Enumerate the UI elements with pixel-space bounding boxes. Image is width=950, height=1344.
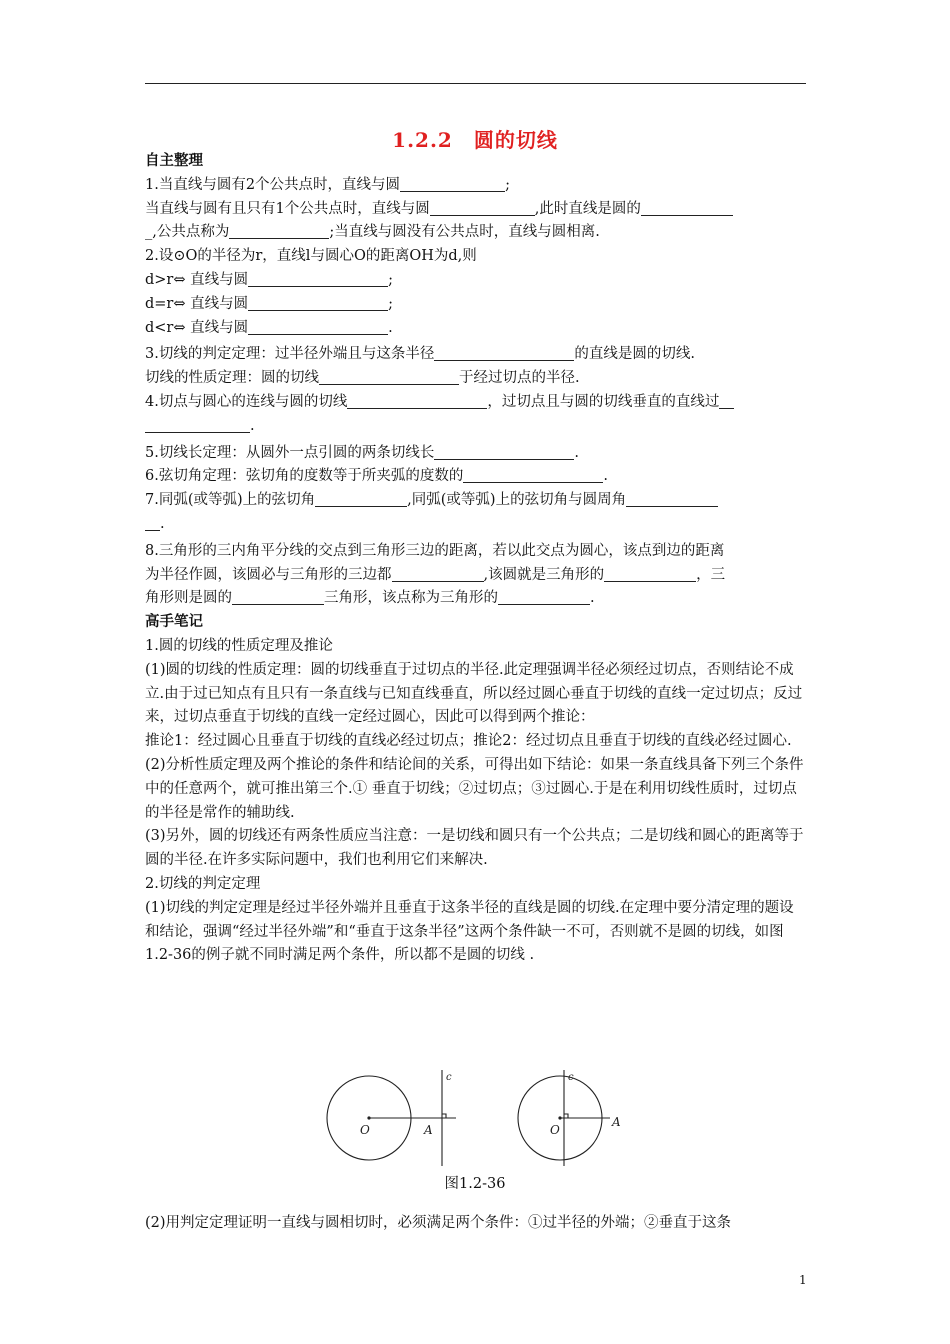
answer-blank[interactable] <box>232 589 324 605</box>
figure-tangent-counterexamples <box>320 1068 640 1168</box>
answer-blank[interactable] <box>434 444 574 460</box>
note-1-heading: 1.圆的切线的性质定理及推论 <box>145 637 333 654</box>
answer-blank[interactable] <box>430 200 535 216</box>
question-7-cont: . <box>145 513 807 537</box>
answer-blank[interactable] <box>463 467 603 483</box>
answer-blank[interactable] <box>248 319 388 335</box>
note-1-para-3: (2)分析性质定理及两个推论的条件和结论间的关系，可得出如下结论：如果一条直线具备下列三个条件中的任意两个，就可推出第三个.① 垂直于切线；②过切点；③过圆心.于是在利用切线性质时，过切点的半径是常作的辅助线. <box>145 756 804 821</box>
header-rule <box>145 83 806 84</box>
answer-blank[interactable] <box>719 393 734 409</box>
question-3b: 切线的性质定理：圆的切线 于经过切点的半径. <box>145 370 580 387</box>
page-title: 1.2.2 圆的切线 <box>392 128 558 152</box>
question-3a: 3.切线的判定定理：过半径外端且与这条半径 的直线是圆的切线. <box>145 346 695 363</box>
note-2-para-2: (2)用判定定理证明一直线与圆相切时，必须满足两个条件：①过半径的外端；②垂直于这条 <box>145 1214 732 1231</box>
question-2c: d<r⇔ 直线与圆 . <box>145 319 393 336</box>
answer-blank[interactable] <box>315 491 407 507</box>
section-heading-notes: 高手笔记 <box>145 614 203 631</box>
answer-blank[interactable] <box>641 200 733 216</box>
question-8b: 为半径作圆，该圆必与三角形的三边都 ,该圆就是三角形的 ，三 <box>145 566 726 583</box>
question-8a: 8.三角形的三内角平分线的交点到三角形三边的距离，若以此交点为圆心，该点到边的距离 <box>145 542 725 559</box>
figure-caption: 图1.2-36 <box>444 1176 506 1192</box>
right-angle-mark-right <box>564 1114 568 1118</box>
question-2: 2.设⊙O的半径为r，直线l与圆心O的距离OH为d,则 <box>145 248 477 265</box>
answer-blank[interactable] <box>248 271 388 287</box>
label-a-left: A <box>424 1123 433 1137</box>
note-2-heading: 2.切线的判定定理 <box>145 875 261 892</box>
answer-blank[interactable] <box>145 515 160 531</box>
question-5: 5.切线长定理：从圆外一点引圆的两条切线长 . <box>145 444 579 461</box>
note-2-para-1: (1)切线的判定定理是经过半径外端并且垂直于这条半径的直线是圆的切线.在定理中要分清定理的题设和结论，强调“经过半径外端”和“垂直于这条半径”这两个条件缺一不可，否则就不是圆的切线，如图1.2-36的例子就不同时满足两个条件，所以都不是圆的切线 . <box>145 899 794 964</box>
answer-blank[interactable] <box>498 589 590 605</box>
question-2b: d=r⇔ 直线与圆 ; <box>145 295 394 312</box>
answer-blank[interactable] <box>392 566 484 582</box>
question-1c: _,公共点称为 ;当直线与圆没有公共点时，直线与圆相离. <box>145 224 600 241</box>
page-number: 1 <box>799 1273 807 1287</box>
question-6: 6.弦切角定理：弦切角的度数等于所夹弧的度数的 . <box>145 468 608 485</box>
answer-blank[interactable] <box>604 566 696 582</box>
answer-blank[interactable] <box>319 369 459 385</box>
answer-blank[interactable] <box>229 223 329 239</box>
document-body <box>145 150 807 968</box>
question-4-cont: . <box>145 415 807 439</box>
label-o-left: O <box>360 1123 370 1137</box>
label-c-right: c <box>568 1072 574 1083</box>
question-4: 4.切点与圆心的连线与圆的切线 ，过切点且与圆的切线垂直的直线过 <box>145 391 807 415</box>
note-1-para-1: (1)圆的切线的性质定理：圆的切线垂直于过切点的半径.此定理强调半径必须经过切点，否则结论不成立.由于过已知点有且只有一条直线与已知直线垂直，所以经过圆心垂直于切线的直线一定过切点；反过来，过切点垂直于切线的直线一定经过圆心，因此可以得到两个推论： <box>145 661 803 726</box>
section-heading-self-study: 自主整理 <box>145 153 203 169</box>
question-8c: 角形则是圆的 三角形，该点称为三角形的 . <box>145 590 595 607</box>
left-diagram <box>327 1070 456 1166</box>
question-7: 7.同弧(或等弧)上的弦切角 ,同弧(或等弧)上的弦切角与圆周角 <box>145 489 807 513</box>
label-a-right: A <box>612 1115 621 1129</box>
note-1-para-4: (3)另外，圆的切线还有两条性质应当注意：一是切线和圆只有一个公共点；二是切线和圆心的距离等于圆的半径.在许多实际问题中，我们也利用它们来解决. <box>145 828 804 869</box>
label-o-right: O <box>550 1123 560 1137</box>
right-diagram <box>518 1070 610 1166</box>
answer-blank[interactable] <box>400 176 505 192</box>
note-1-para-2: 推论1：经过圆心且垂直于切线的直线必经过切点；推论2：经过切点且垂直于切线的直线必经过圆心. <box>145 733 792 750</box>
right-angle-mark-left <box>442 1114 446 1118</box>
answer-blank[interactable] <box>347 393 487 409</box>
answer-blank[interactable] <box>434 345 574 361</box>
question-2a: d>r⇔ 直线与圆 ; <box>145 271 394 288</box>
question-1b: 当直线与圆有且只有1个公共点时，直线与圆 ,此时直线是圆的 <box>145 198 807 222</box>
answer-blank[interactable] <box>248 295 388 311</box>
answer-blank[interactable] <box>145 417 250 433</box>
label-c-left: c <box>446 1072 452 1083</box>
answer-blank[interactable] <box>626 491 718 507</box>
question-1a: 1.当直线与圆有2个公共点时，直线与圆 ; <box>145 176 510 193</box>
